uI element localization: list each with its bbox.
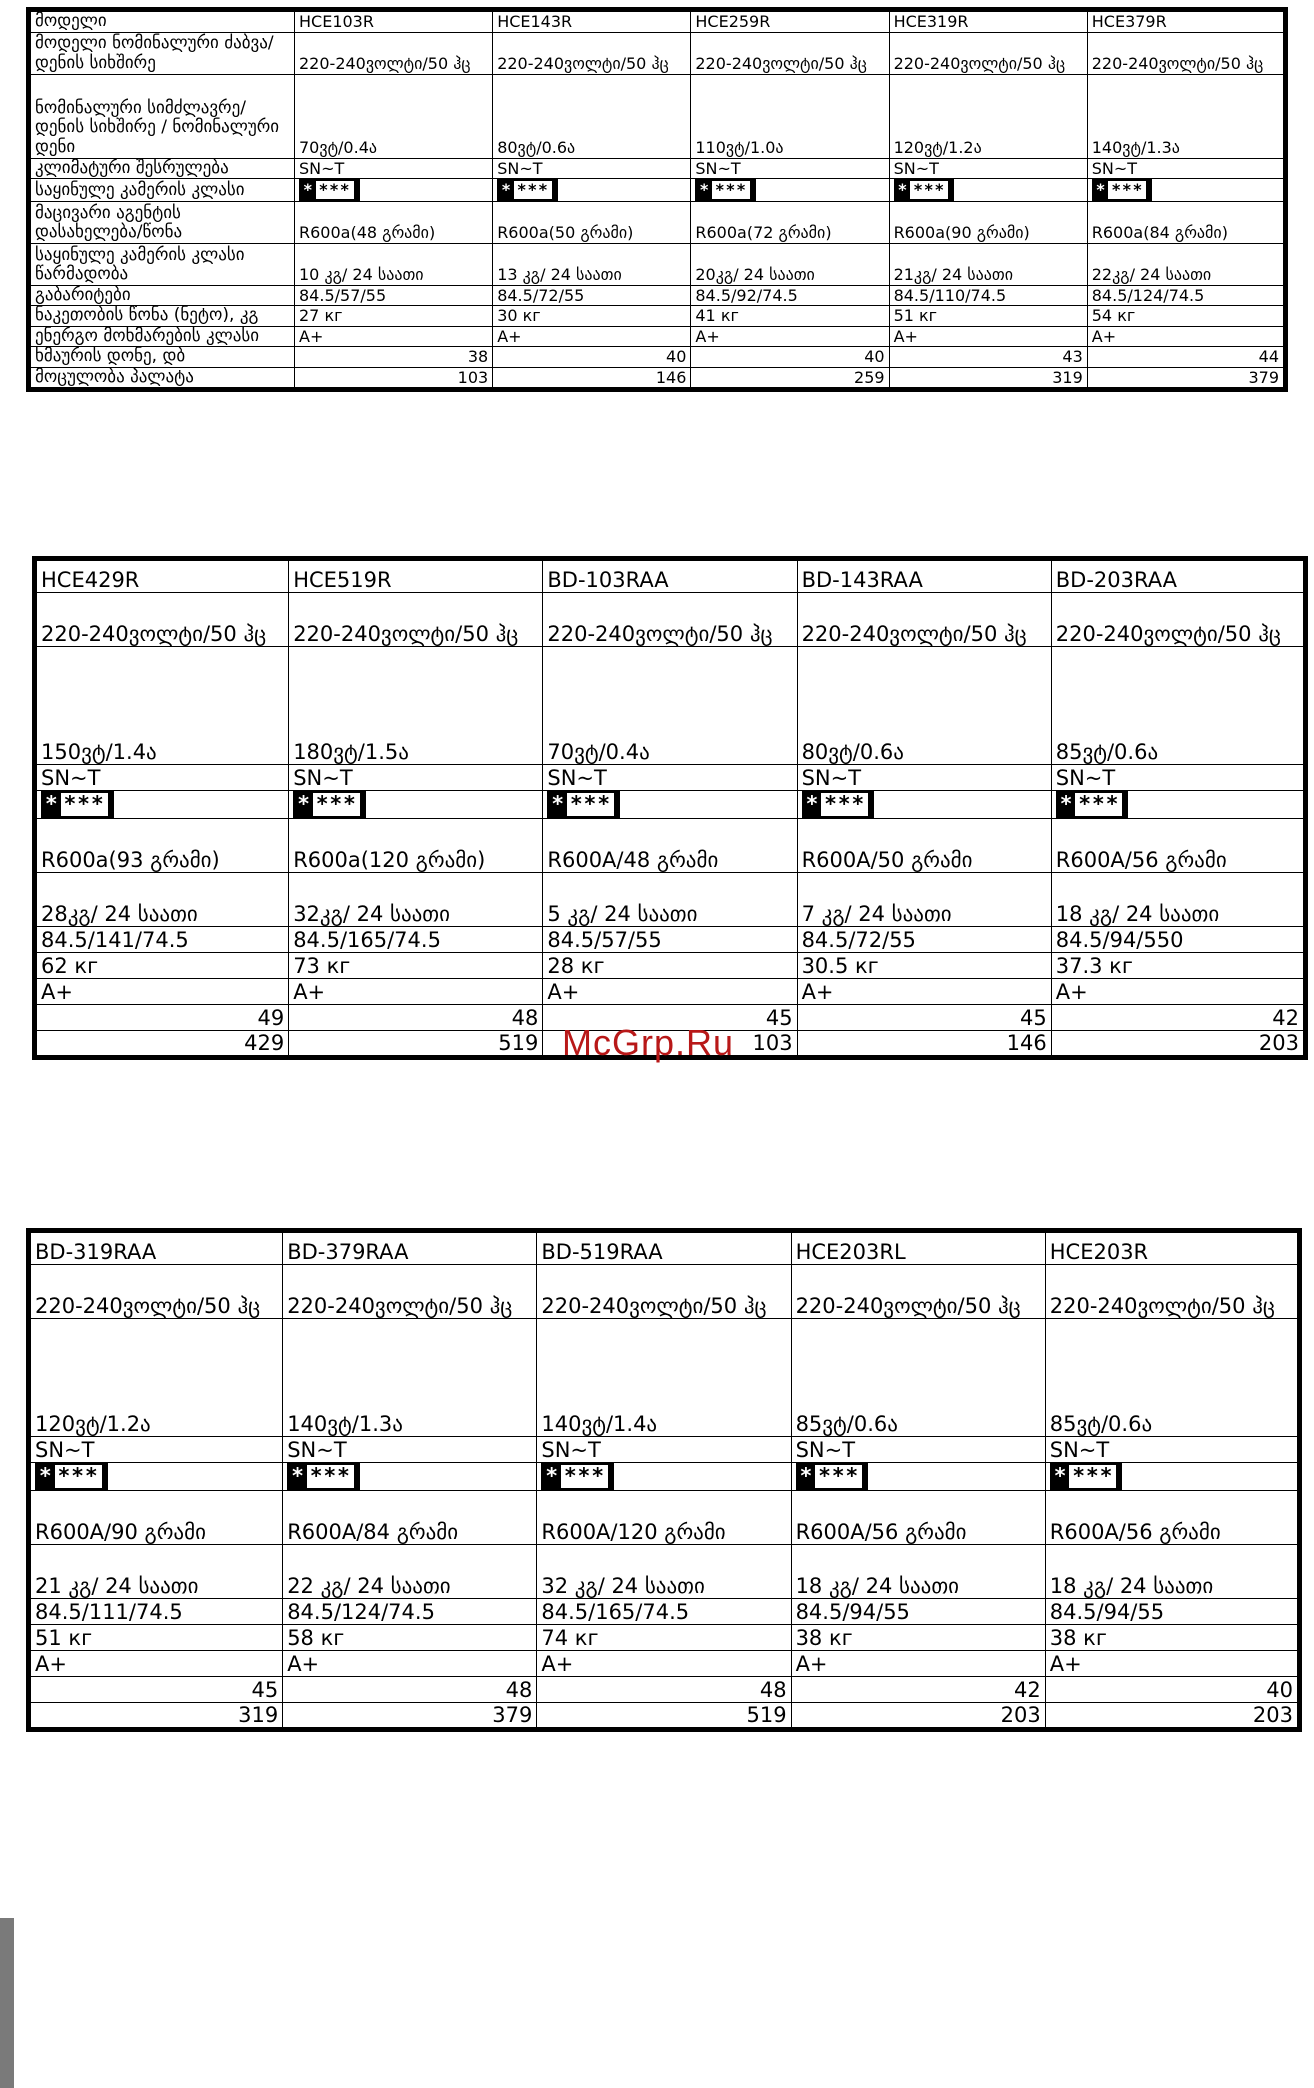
three-star-icon: *** xyxy=(712,181,750,199)
noise-cell: 45 xyxy=(29,1677,283,1703)
row-power xyxy=(29,1319,1300,1437)
weight-cell: 51 кг xyxy=(889,306,1087,327)
noise-cell: 38 xyxy=(295,347,493,368)
row-dimensions xyxy=(29,1599,1300,1625)
climate-cell: SN~T xyxy=(543,765,797,791)
three-star-icon: *** xyxy=(307,1465,354,1488)
capacity-cell: 22კგ/ 24 საათი xyxy=(1087,243,1285,285)
row-freezer-class xyxy=(35,791,1306,819)
capacity-cell: 32კგ/ 24 საათი xyxy=(289,873,543,927)
energy-cell: A+ xyxy=(1087,326,1285,347)
noise-cell: 48 xyxy=(289,1005,543,1031)
volume-cell: 203 xyxy=(1051,1031,1305,1058)
freezer-class-cell xyxy=(295,179,493,202)
energy-cell: A+ xyxy=(797,979,1051,1005)
star-rating-icon xyxy=(299,179,360,201)
noise-cell: 49 xyxy=(35,1005,289,1031)
refrigerant-cell: R600a(93 გრამი) xyxy=(35,819,289,873)
three-star-icon: *** xyxy=(561,1465,608,1488)
voltage-cell: 220-240ვოლტი/50 ჰც xyxy=(35,593,289,647)
model-cell: HCE519R xyxy=(289,559,543,593)
row-label: მოდელი xyxy=(29,10,295,33)
model-cell: HCE203R xyxy=(1045,1231,1299,1265)
dimensions-cell: 84.5/124/74.5 xyxy=(283,1599,537,1625)
freezer-class-cell xyxy=(1045,1463,1299,1491)
three-star-icon: *** xyxy=(1108,181,1146,199)
weight-cell: 30 кг xyxy=(493,306,691,327)
capacity-cell: 21 კგ/ 24 საათი xyxy=(29,1545,283,1599)
volume-cell: 519 xyxy=(289,1031,543,1058)
star-icon: * xyxy=(799,1464,814,1488)
refrigerant-cell: R600A/120 გრამი xyxy=(537,1491,791,1545)
three-star-icon: *** xyxy=(316,181,354,199)
freezer-class-cell xyxy=(1087,179,1285,202)
row-energy xyxy=(29,326,1286,347)
star-icon: * xyxy=(545,1464,560,1488)
row-label: გაბარიტები xyxy=(29,285,295,306)
row-dimensions xyxy=(29,285,1286,306)
voltage-cell: 220-240ვოლტი/50 ჰც xyxy=(797,593,1051,647)
noise-cell: 40 xyxy=(493,347,691,368)
voltage-cell: 220-240ვოლტი/50 ჰც xyxy=(283,1265,537,1319)
star-rating-icon xyxy=(41,791,114,818)
volume-cell: 259 xyxy=(691,367,889,390)
capacity-cell: 18 კგ/ 24 საათი xyxy=(1045,1545,1299,1599)
volume-cell: 429 xyxy=(35,1031,289,1058)
power-cell: 70ვტ/0.4ა xyxy=(543,647,797,765)
star-rating-icon xyxy=(1050,1463,1123,1490)
freezer-class-cell xyxy=(889,179,1087,202)
model-cell: HCE379R xyxy=(1087,10,1285,33)
weight-cell: 54 кг xyxy=(1087,306,1285,327)
weight-cell: 51 кг xyxy=(29,1625,283,1651)
noise-cell: 43 xyxy=(889,347,1087,368)
dimensions-cell: 84.5/57/55 xyxy=(295,285,493,306)
voltage-cell: 220-240ვოლტი/50 ჰც xyxy=(1087,32,1285,74)
model-cell: BD-103RAA xyxy=(543,559,797,593)
energy-cell: A+ xyxy=(1045,1651,1299,1677)
power-cell: 85ვტ/0.6ა xyxy=(1045,1319,1299,1437)
dimensions-cell: 84.5/165/74.5 xyxy=(289,927,543,953)
weight-cell: 30.5 кг xyxy=(797,953,1051,979)
power-cell: 180ვტ/1.5ა xyxy=(289,647,543,765)
capacity-cell: 18 კგ/ 24 საათი xyxy=(791,1545,1045,1599)
dimensions-cell: 84.5/111/74.5 xyxy=(29,1599,283,1625)
star-rating-icon xyxy=(287,1463,360,1490)
dimensions-cell: 84.5/124/74.5 xyxy=(1087,285,1285,306)
three-star-icon: *** xyxy=(55,1465,102,1488)
freezer-class-cell xyxy=(29,1463,283,1491)
star-rating-icon xyxy=(1092,179,1153,201)
freezer-class-cell xyxy=(797,791,1051,819)
noise-cell: 45 xyxy=(543,1005,797,1031)
row-freezer-class xyxy=(29,179,1286,202)
refrigerant-cell: R600A/90 გრამი xyxy=(29,1491,283,1545)
power-cell: 80ვტ/0.6ა xyxy=(493,74,691,158)
energy-cell: A+ xyxy=(289,979,543,1005)
voltage-cell: 220-240ვოლტი/50 ჰც xyxy=(691,32,889,74)
climate-cell: SN~T xyxy=(691,158,889,179)
row-voltage xyxy=(29,1265,1300,1319)
spec-table-1 xyxy=(26,7,1288,392)
star-icon: * xyxy=(699,180,711,200)
climate-cell: SN~T xyxy=(791,1437,1045,1463)
star-icon: * xyxy=(39,1464,53,1488)
volume-cell: 103 xyxy=(295,367,493,390)
refrigerant-cell: R600A/84 გრამი xyxy=(283,1491,537,1545)
freezer-class-cell xyxy=(493,179,691,202)
row-label: საყინულე კამერის კლასი xyxy=(29,179,295,202)
model-cell: HCE203RL xyxy=(791,1231,1045,1265)
row-climate xyxy=(35,765,1306,791)
climate-cell: SN~T xyxy=(537,1437,791,1463)
row-model xyxy=(29,10,1286,33)
power-cell: 80ვტ/0.6ა xyxy=(797,647,1051,765)
climate-cell: SN~T xyxy=(29,1437,283,1463)
climate-cell: SN~T xyxy=(283,1437,537,1463)
three-star-icon: *** xyxy=(815,1465,862,1488)
climate-cell: SN~T xyxy=(35,765,289,791)
capacity-cell: 22 კგ/ 24 საათი xyxy=(283,1545,537,1599)
dimensions-cell: 84.5/110/74.5 xyxy=(889,285,1087,306)
dimensions-cell: 84.5/165/74.5 xyxy=(537,1599,791,1625)
voltage-cell: 220-240ვოლტი/50 ჰც xyxy=(537,1265,791,1319)
weight-cell: 62 кг xyxy=(35,953,289,979)
star-rating-icon xyxy=(497,179,558,201)
star-icon: * xyxy=(805,792,820,816)
freezer-class-cell xyxy=(35,791,289,819)
star-rating-icon xyxy=(541,1463,614,1490)
dimensions-cell: 84.5/72/55 xyxy=(493,285,691,306)
model-cell: HCE103R xyxy=(295,10,493,33)
volume-cell: 203 xyxy=(1045,1703,1299,1730)
spec-table-3 xyxy=(26,1228,1302,1732)
watermark: McGrp.Ru xyxy=(562,1022,735,1063)
energy-cell: A+ xyxy=(889,326,1087,347)
model-cell: HCE319R xyxy=(889,10,1087,33)
model-cell: HCE143R xyxy=(493,10,691,33)
power-cell: 110ვტ/1.0ა xyxy=(691,74,889,158)
model-cell: BD-519RAA xyxy=(537,1231,791,1265)
noise-cell: 48 xyxy=(537,1677,791,1703)
row-climate xyxy=(29,158,1286,179)
star-icon: * xyxy=(297,792,311,816)
voltage-cell: 220-240ვოლტი/50 ჰც xyxy=(29,1265,283,1319)
freezer-class-cell xyxy=(791,1463,1045,1491)
three-star-icon: *** xyxy=(1069,1465,1116,1488)
row-power xyxy=(29,74,1286,158)
model-cell: BD-143RAA xyxy=(797,559,1051,593)
power-cell: 140ვტ/1.3ა xyxy=(1087,74,1285,158)
noise-cell: 40 xyxy=(691,347,889,368)
energy-cell: A+ xyxy=(493,326,691,347)
noise-cell: 40 xyxy=(1045,1677,1299,1703)
capacity-cell: 5 კგ/ 24 საათი xyxy=(543,873,797,927)
row-noise xyxy=(29,347,1286,368)
capacity-cell: 32 კგ/ 24 საათი xyxy=(537,1545,791,1599)
row-label: მოდელი ნომინალური ძაბვა/დენის სიხშირე xyxy=(29,32,295,74)
power-cell: 140ვტ/1.4ა xyxy=(537,1319,791,1437)
weight-cell: 58 кг xyxy=(283,1625,537,1651)
climate-cell: SN~T xyxy=(1045,1437,1299,1463)
energy-cell: A+ xyxy=(537,1651,791,1677)
capacity-cell: 28კგ/ 24 საათი xyxy=(35,873,289,927)
power-cell: 85ვტ/0.6ა xyxy=(1051,647,1305,765)
row-volume xyxy=(29,1703,1300,1730)
dimensions-cell: 84.5/94/550 xyxy=(1051,927,1305,953)
power-cell: 85ვტ/0.6ა xyxy=(791,1319,1045,1437)
star-icon: * xyxy=(551,792,566,816)
row-voltage xyxy=(29,32,1286,74)
volume-cell: 146 xyxy=(493,367,691,390)
dimensions-cell: 84.5/57/55 xyxy=(543,927,797,953)
weight-cell: 28 кг xyxy=(543,953,797,979)
dimensions-cell: 84.5/92/74.5 xyxy=(691,285,889,306)
freezer-class-cell xyxy=(537,1463,791,1491)
row-energy xyxy=(29,1651,1300,1677)
climate-cell: SN~T xyxy=(797,765,1051,791)
refrigerant-cell: R600A/56 გრამი xyxy=(791,1491,1045,1545)
star-icon: * xyxy=(897,180,909,200)
noise-cell: 42 xyxy=(1051,1005,1305,1031)
refrigerant-cell: R600a(90 გრამი) xyxy=(889,201,1087,243)
star-icon: * xyxy=(303,180,314,200)
row-volume xyxy=(29,367,1286,390)
freezer-class-cell xyxy=(283,1463,537,1491)
voltage-cell: 220-240ვოლტი/50 ჰც xyxy=(543,593,797,647)
three-star-icon: *** xyxy=(61,793,108,816)
power-cell: 140ვტ/1.3ა xyxy=(283,1319,537,1437)
freezer-class-cell xyxy=(543,791,797,819)
dimensions-cell: 84.5/141/74.5 xyxy=(35,927,289,953)
volume-cell: 103 xyxy=(543,1031,797,1058)
row-model xyxy=(29,1231,1300,1265)
spec-table-2 xyxy=(32,556,1308,1060)
refrigerant-cell: R600A/50 გრამი xyxy=(797,819,1051,873)
three-star-icon: *** xyxy=(313,793,360,816)
star-icon: * xyxy=(291,1464,305,1488)
refrigerant-cell: R600A/56 გრამი xyxy=(1045,1491,1299,1545)
capacity-cell: 20კგ/ 24 საათი xyxy=(691,243,889,285)
three-star-icon: *** xyxy=(514,181,552,199)
energy-cell: A+ xyxy=(35,979,289,1005)
model-cell: HCE259R xyxy=(691,10,889,33)
row-label: ხმაურის დონე, დბ xyxy=(29,347,295,368)
climate-cell: SN~T xyxy=(295,158,493,179)
three-star-icon: *** xyxy=(567,793,614,816)
refrigerant-cell: R600A/48 გრამი xyxy=(543,819,797,873)
row-weight xyxy=(29,1625,1300,1651)
model-cell: BD-379RAA xyxy=(283,1231,537,1265)
energy-cell: A+ xyxy=(295,326,493,347)
power-cell: 150ვტ/1.4ა xyxy=(35,647,289,765)
capacity-cell: 18 კგ/ 24 საათი xyxy=(1051,873,1305,927)
weight-cell: 38 кг xyxy=(1045,1625,1299,1651)
energy-cell: A+ xyxy=(1051,979,1305,1005)
star-icon: * xyxy=(501,180,512,200)
star-icon: * xyxy=(1095,180,1107,200)
voltage-cell: 220-240ვოლტი/50 ჰც xyxy=(493,32,691,74)
model-cell: BD-203RAA xyxy=(1051,559,1305,593)
voltage-cell: 220-240ვოლტი/50 ჰც xyxy=(289,593,543,647)
star-icon: * xyxy=(45,792,59,816)
star-rating-icon xyxy=(695,179,756,201)
weight-cell: 74 кг xyxy=(537,1625,791,1651)
refrigerant-cell: R600a(72 გრამი) xyxy=(691,201,889,243)
climate-cell: SN~T xyxy=(289,765,543,791)
star-icon: * xyxy=(1053,1464,1068,1488)
row-weight xyxy=(35,953,1306,979)
freezer-class-cell xyxy=(289,791,543,819)
voltage-cell: 220-240ვოლტი/50 ჰც xyxy=(295,32,493,74)
power-cell: 120ვტ/1.2ა xyxy=(29,1319,283,1437)
row-refrigerant xyxy=(29,201,1286,243)
star-rating-icon xyxy=(1056,791,1129,818)
weight-cell: 73 кг xyxy=(289,953,543,979)
row-capacity xyxy=(35,873,1306,927)
refrigerant-cell: R600a(48 გრამი) xyxy=(295,201,493,243)
voltage-cell: 220-240ვოლტი/50 ჰც xyxy=(791,1265,1045,1319)
capacity-cell: 7 კგ/ 24 საათი xyxy=(797,873,1051,927)
voltage-cell: 220-240ვოლტი/50 ჰც xyxy=(1051,593,1305,647)
power-cell: 70ვტ/0.4ა xyxy=(295,74,493,158)
model-cell: HCE429R xyxy=(35,559,289,593)
volume-cell: 319 xyxy=(889,367,1087,390)
volume-cell: 319 xyxy=(29,1703,283,1730)
row-model xyxy=(35,559,1306,593)
row-freezer-class xyxy=(29,1463,1300,1491)
three-star-icon: *** xyxy=(910,181,948,199)
row-climate xyxy=(29,1437,1300,1463)
climate-cell: SN~T xyxy=(1051,765,1305,791)
weight-cell: 37.3 кг xyxy=(1051,953,1305,979)
star-rating-icon xyxy=(293,791,366,818)
row-refrigerant xyxy=(35,819,1306,873)
noise-cell: 48 xyxy=(283,1677,537,1703)
row-energy xyxy=(35,979,1306,1005)
row-label: ნაკეთობის წონა (ნეტო), კგ xyxy=(29,306,295,327)
weight-cell: 27 кг xyxy=(295,306,493,327)
row-capacity xyxy=(29,243,1286,285)
star-rating-icon xyxy=(894,179,955,201)
weight-cell: 41 кг xyxy=(691,306,889,327)
star-rating-icon xyxy=(802,791,875,818)
model-cell: BD-319RAA xyxy=(29,1231,283,1265)
star-rating-icon xyxy=(35,1463,108,1490)
dimensions-cell: 84.5/94/55 xyxy=(1045,1599,1299,1625)
row-label: ნომინალური სიმძლავრე/დენის სიხშირე / ნომინალური დენი xyxy=(29,74,295,158)
row-power xyxy=(35,647,1306,765)
noise-cell: 44 xyxy=(1087,347,1285,368)
refrigerant-cell: R600A/56 გრამი xyxy=(1051,819,1305,873)
three-star-icon: *** xyxy=(821,793,868,816)
energy-cell: A+ xyxy=(691,326,889,347)
dimensions-cell: 84.5/72/55 xyxy=(797,927,1051,953)
three-star-icon: *** xyxy=(1075,793,1122,816)
star-icon: * xyxy=(1059,792,1074,816)
star-rating-icon xyxy=(796,1463,869,1490)
volume-cell: 379 xyxy=(283,1703,537,1730)
capacity-cell: 10 კგ/ 24 საათი xyxy=(295,243,493,285)
climate-cell: SN~T xyxy=(1087,158,1285,179)
energy-cell: A+ xyxy=(543,979,797,1005)
energy-cell: A+ xyxy=(29,1651,283,1677)
volume-cell: 203 xyxy=(791,1703,1045,1730)
dimensions-cell: 84.5/94/55 xyxy=(791,1599,1045,1625)
climate-cell: SN~T xyxy=(889,158,1087,179)
energy-cell: A+ xyxy=(283,1651,537,1677)
freezer-class-cell xyxy=(691,179,889,202)
energy-cell: A+ xyxy=(791,1651,1045,1677)
capacity-cell: 21კგ/ 24 საათი xyxy=(889,243,1087,285)
row-capacity xyxy=(29,1545,1300,1599)
row-refrigerant xyxy=(29,1491,1300,1545)
voltage-cell: 220-240ვოლტი/50 ჰც xyxy=(1045,1265,1299,1319)
volume-cell: 146 xyxy=(797,1031,1051,1058)
star-rating-icon xyxy=(547,791,620,818)
noise-cell: 42 xyxy=(791,1677,1045,1703)
power-cell: 120ვტ/1.2ა xyxy=(889,74,1087,158)
climate-cell: SN~T xyxy=(493,158,691,179)
weight-cell: 38 кг xyxy=(791,1625,1045,1651)
refrigerant-cell: R600a(120 გრამი) xyxy=(289,819,543,873)
row-noise xyxy=(29,1677,1300,1703)
row-label: კლიმატური შესრულება xyxy=(29,158,295,179)
volume-cell: 519 xyxy=(537,1703,791,1730)
freezer-class-cell xyxy=(1051,791,1305,819)
page-edge-bar xyxy=(0,1918,14,2088)
volume-cell: 379 xyxy=(1087,367,1285,390)
row-voltage xyxy=(35,593,1306,647)
row-label: მოცულობა პალატა xyxy=(29,367,295,390)
capacity-cell: 13 კგ/ 24 საათი xyxy=(493,243,691,285)
refrigerant-cell: R600a(50 გრამი) xyxy=(493,201,691,243)
row-weight xyxy=(29,306,1286,327)
row-label: მაცივარი აგენტის დასახელება/წონა xyxy=(29,201,295,243)
row-label: ენერგო მოხმარების კლასი xyxy=(29,326,295,347)
refrigerant-cell: R600a(84 გრამი) xyxy=(1087,201,1285,243)
row-dimensions xyxy=(35,927,1306,953)
voltage-cell: 220-240ვოლტი/50 ჰც xyxy=(889,32,1087,74)
row-label: საყინულე კამერის კლასი წარმადობა xyxy=(29,243,295,285)
noise-cell: 45 xyxy=(797,1005,1051,1031)
